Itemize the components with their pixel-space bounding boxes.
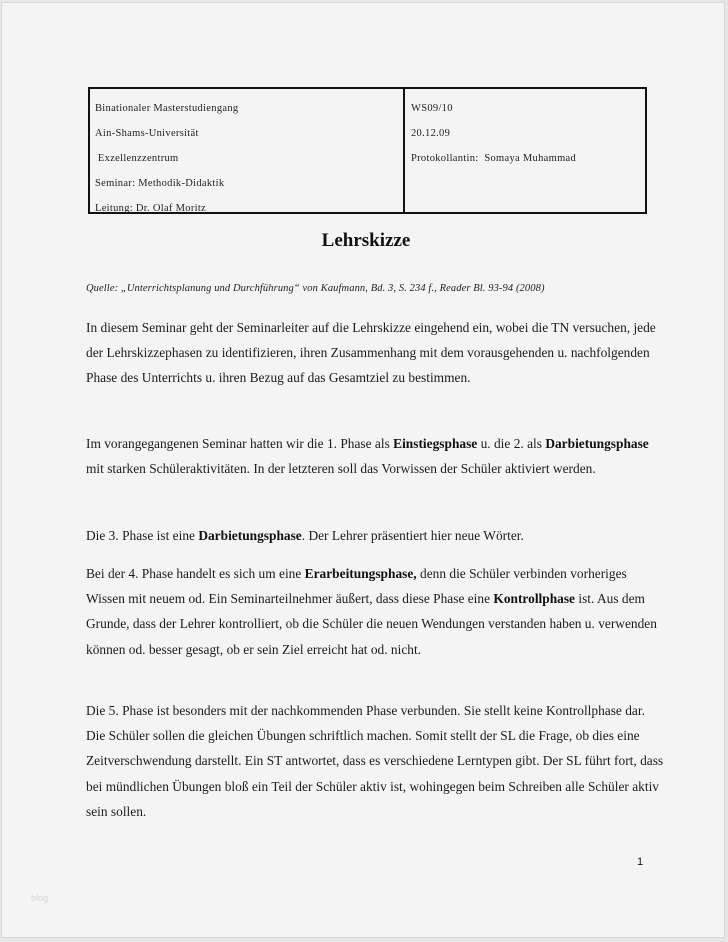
header-table — [88, 87, 647, 214]
paragraph-1 — [86, 315, 666, 391]
text-segment: Im vorangegangenen Seminar hatten wir die 1. Phase als — [86, 436, 394, 451]
watermark: blog — [31, 893, 49, 903]
text-segment: Die 5. Phase ist besonders mit der nachkommenden Phase verbunden. Sie stellt keine Kontrollphase dar. Die Schüler sollen die gleichen Übungen schriftlich machen. Somit stellt der SL die Frage, ob dies eine Zeitverschwendung darstellt. Ein ST antwortet, dass es verschiedene Lerntypen gibt. Der SL führt fort, dass bei mündlichen Übungen bloß ein Teil der Schüler aktiv ist, wohingegen beim Schreiben alle Schüler aktiv sein sollen. — [86, 703, 664, 819]
semester: WS09/10 — [411, 103, 453, 114]
bold-term: Darbietungsphase — [198, 528, 302, 543]
text-segment: ist. Aus dem Grunde, dass der Lehrer kontrolliert, ob die Schüler die neuen Wendungen verstanden haben u. verwenden können od. besser gesagt, ob er sein Ziel erreicht hat od. nicht. — [86, 591, 657, 657]
text-segment: mit starken Schüleraktivitäten. In der letzteren soll das Vorwissen der Schüler aktiviert werden. — [86, 461, 596, 477]
text-segment: . Der Lehrer präsentiert hier neue Wörter. — [301, 528, 524, 543]
document-title: Lehrskizze — [321, 230, 411, 251]
paragraph-4 — [86, 561, 666, 662]
paragraph-3 — [86, 523, 666, 548]
seminar-lead: Leitung: Dr. Olaf Moritz — [95, 203, 207, 214]
bold-term: Erarbeitungsphase, — [304, 566, 417, 581]
text-segment: u. die 2. als — [477, 436, 546, 451]
center-name: Exzellenzzentrum — [95, 153, 179, 164]
source-citation: Quelle: „Unterrichtsplanung und Durchführung“ von Kaufmann, Bd. 3, S. 234 f., Reader Bl. 93-94 (2008) — [86, 283, 545, 294]
seminar-name: Seminar: Methodik-Didaktik — [95, 178, 225, 189]
text-segment: denn die Schüler verbinden vorheriges Wissen mit neuem od. Ein Seminarteilnehmer äußert, dass diese Phase eine — [86, 566, 627, 607]
text-segment: Bei der 4. Phase handelt es sich um eine — [86, 566, 305, 581]
university-name: Ain-Shams-Universität — [95, 128, 199, 139]
bold-term: Kontrollphase — [493, 591, 576, 607]
bold-term: Einstiegsphase — [393, 436, 478, 451]
program-name: Binationaler Masterstudiengang — [95, 103, 239, 114]
date: 20.12.09 — [411, 128, 451, 139]
bold-term: Darbietungsphase — [545, 436, 649, 451]
header-left-cell — [90, 89, 405, 212]
protocol-author: Protokollantin: Somaya Muhammad — [411, 153, 577, 164]
paragraph-5 — [86, 698, 666, 824]
text-segment: In diesem Seminar geht der Seminarleiter auf die Lehrskizze eingehend ein, wobei die TN versuchen, jede der Lehrskizzephasen zu identifizieren, ihren Zusammenhang mit dem vorausgehenden u. nachfolgenden Phase des Unterrichts u. ihren Bezug auf das Gesamtziel zu bestimmen. — [86, 320, 656, 386]
page-number: 1 — [637, 856, 644, 868]
document-page — [1, 2, 725, 938]
paragraph-2 — [86, 431, 666, 481]
header-right-cell — [405, 89, 645, 212]
text-segment: Die 3. Phase ist eine — [86, 528, 199, 543]
